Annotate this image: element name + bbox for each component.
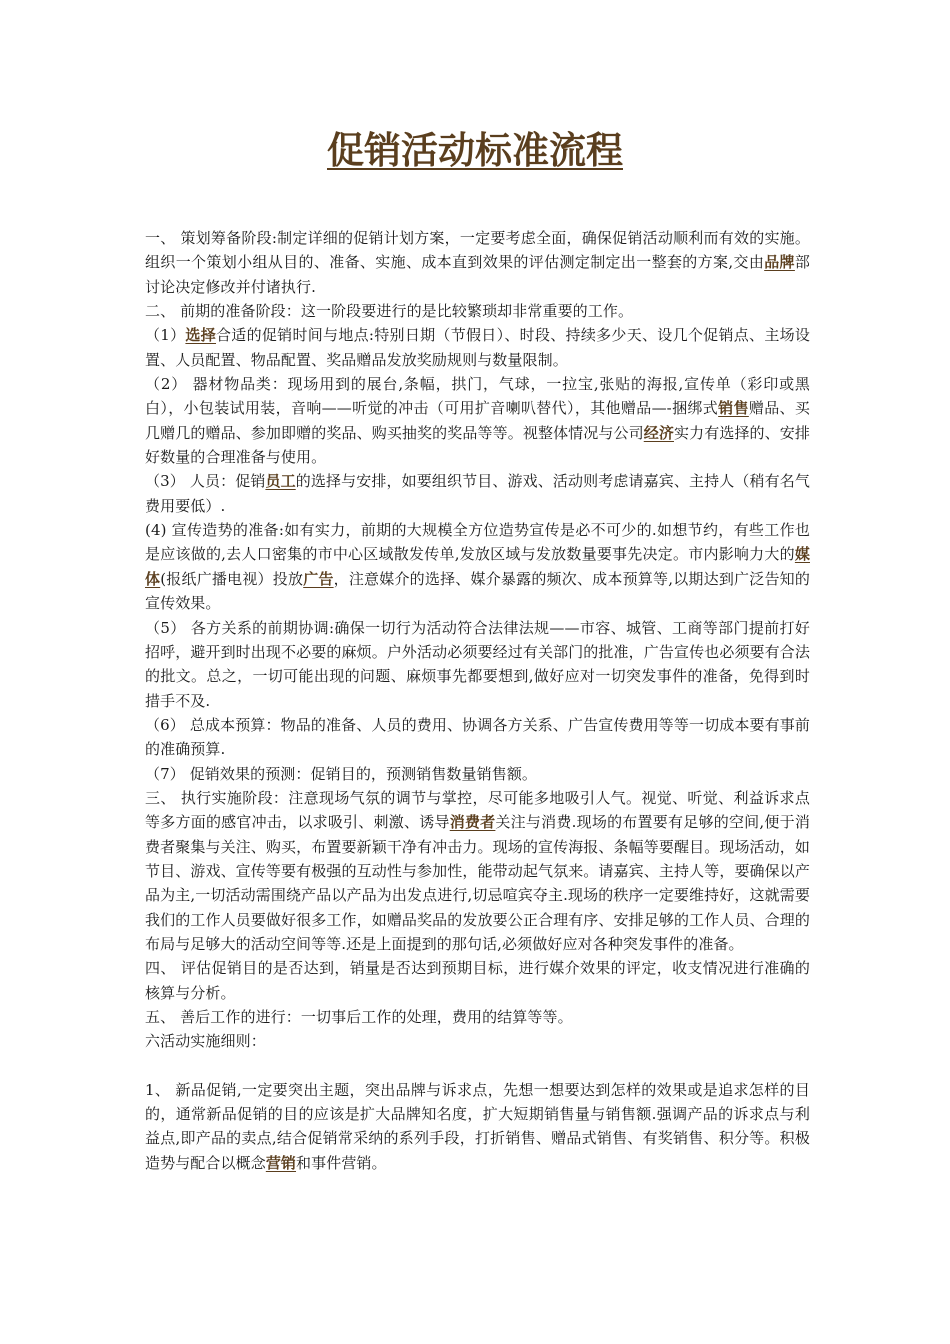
keyword-link[interactable]: 消费者	[449, 813, 496, 832]
paragraph-text: 的选择与安排，如要组织节目、游戏、活动则考虑请嘉宾、主持人（稍有名气费用要低）.	[145, 472, 811, 515]
paragraph-text: 五、 善后工作的进行：一切事后工作的处理，费用的结算等等。	[145, 1008, 573, 1026]
paragraph-text: （1）	[145, 326, 186, 345]
document-title-text: 促销活动标准流程	[327, 128, 623, 172]
paragraph	[145, 469, 810, 518]
paragraph	[145, 786, 810, 956]
paragraph-text: （3） 人员：促销	[145, 472, 266, 491]
paragraph-text: 部讨论决定修改并付诸执行.	[145, 253, 811, 296]
paragraph-text: 赠品、买几赠几的赠品、参加即赠的奖品、购买抽奖的奖品等等。视整体情况与公司	[145, 399, 810, 442]
paragraph-text: （5） 各方关系的前期协调:确保一切行为活动符合法律法规——市容、城管、工商等部门提前打好招呼，避开到时出现不必要的麻烦。户外活动必须要经过有关部门的批准，广告宣传也必须要有合法的批文。总之，一切可能出现的问题、麻烦事先都要想到,做好应对一切突发事件的准备，免得到时措手不及.	[145, 618, 810, 710]
paragraph-text: 合适的促销时间与地点:特别日期（节假日）、时段、持续多少天、设几个促销点、主场设置、人员配置、物品配置、奖品赠品发放奖励规则与数量限制。	[145, 326, 811, 369]
paragraph-text: ，注意媒介的选择、媒介暴露的频次、成本预算等,以期达到广泛告知的宣传效果。	[145, 569, 810, 613]
paragraph-text: 关注与消费.现场的布置要有足够的空间,便于消费者聚集与关注、购买，布置要新颖干净有冲击力。现场的宣传海报、条幅等要醒目。现场活动，如节目、游戏、宣传等要有极强的互动性与参加性，能带动起气氛来。请嘉宾、主持人等，要确保以产品为主,一切活动需围绕产品以产品为出发点进行,切忌喧宾夺主.现场的秩序一定要维持好，这就需要我们的工作人员要做好很多工作，如赠品奖品的发放要公正合理有序、安排足够的工作人员、合理的布局与足够大的活动空间等等.还是上面提到的那句话,必须做好应对各种突发事件的准备。	[145, 813, 810, 953]
paragraph	[145, 713, 810, 762]
keyword-link[interactable]: 选择	[185, 326, 217, 345]
paragraph-text: （6） 总成本预算：物品的准备、人员的费用、协调各方关系、广告宣传费用等等一切成本要有事前的准确预算.	[145, 715, 810, 759]
document-body	[145, 226, 810, 1175]
paragraph	[145, 1078, 810, 1175]
paragraph-text: 1、 新品促销,一定要突出主题，突出品牌与诉求点，先想一想要达到怎样的效果或是追求怎样的目的，通常新品促销的目的应该是扩大品牌知名度，扩大短期销售量与销售额.强调产品的诉求点与利益点,即产品的卖点,结合促销常采纳的系列手段，打折销售、赠品式销售、有奖销售、积分等。积极造势与配合以概念	[145, 1080, 810, 1172]
paragraph	[145, 956, 810, 1005]
paragraph	[145, 518, 810, 615]
keyword-link[interactable]: 营销	[265, 1153, 297, 1172]
document-title	[0, 124, 950, 176]
keyword-link[interactable]: 品牌	[764, 253, 795, 272]
keyword-link[interactable]: 销售	[718, 399, 749, 418]
paragraph	[145, 323, 810, 372]
paragraph	[145, 1005, 810, 1029]
paragraph	[145, 226, 810, 299]
paragraph	[145, 762, 810, 786]
paragraph-text: 一、 策划筹备阶段:制定详细的促销计划方案，一定要考虑全面，确保促销活动顺利而有效的实施。组织一个策划小组从目的、准备、实施、成本直到效果的评估测定制定出一整套的方案,交由	[145, 229, 810, 272]
paragraph-text: 四、 评估促销目的是否达到，销量是否达到预期目标，进行媒介效果的评定，收支情况进行准确的核算与分析。	[145, 959, 810, 1002]
paragraph-text: （2） 器材物品类：现场用到的展台,条幅，拱门，气球，一拉宝,张贴的海报,宣传单（彩印或黑白），小包装试用装，音响——听觉的冲击（可用扩音喇叭替代），其他赠品—-捆绑式	[145, 375, 810, 418]
paragraph-text: （7） 促销效果的预测：促销目的，预测销售数量销售额。	[145, 764, 538, 783]
paragraph-text: (4) 宣传造势的准备:如有实力，前期的大规模全方位造势宣传是必不可少的.如想节约，有些工作也是应该做的,去人口密集的市中心区域散发传单,发放区域与发放数量要事先决定。市内影响力大的	[145, 521, 810, 564]
paragraph-text: 三、 执行实施阶段：注意现场气氛的调节与掌控，尽可能多地吸引人气。视觉、听觉、利益诉求点等多方面的感官冲击，以求吸引、刺激、诱导	[145, 788, 810, 832]
paragraph-text: (报纸广播电视）投放	[160, 569, 304, 588]
paragraph	[145, 1029, 810, 1053]
paragraph	[145, 372, 810, 469]
paragraph-text: 六活动实施细则：	[145, 1032, 266, 1051]
keyword-link[interactable]: 媒体	[145, 545, 810, 588]
keyword-link[interactable]: 经济	[643, 423, 674, 442]
paragraph-text: 和事件营销。	[296, 1153, 387, 1172]
paragraph	[145, 299, 810, 323]
paragraph	[145, 616, 810, 713]
paragraph-text: 二、 前期的准备阶段：这一阶段要进行的是比较繁琐却非常重要的工作。	[145, 302, 634, 321]
paragraph-text: 实力有选择的、安排好数量的合理准备与使用。	[145, 423, 810, 467]
keyword-link[interactable]: 员工	[265, 472, 296, 491]
keyword-link[interactable]: 广告	[303, 569, 334, 588]
